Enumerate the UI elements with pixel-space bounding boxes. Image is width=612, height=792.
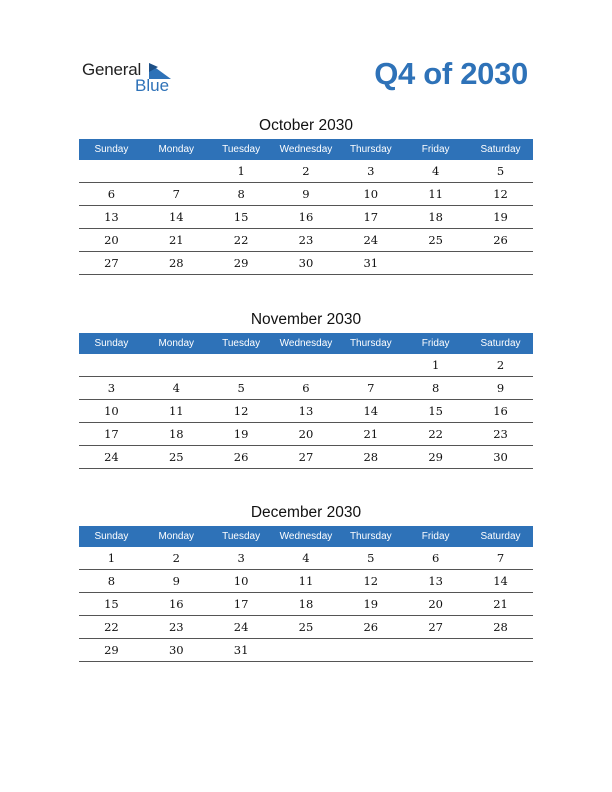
day-cell: 14 xyxy=(144,206,209,229)
day-cell xyxy=(209,354,274,377)
day-cell: 16 xyxy=(468,400,533,423)
day-cell xyxy=(338,354,403,377)
day-cell: 28 xyxy=(338,446,403,469)
day-cell xyxy=(468,639,533,662)
weekday-header: Thursday xyxy=(338,333,403,354)
day-cell: 18 xyxy=(274,593,339,616)
day-cell xyxy=(468,252,533,275)
day-cell: 3 xyxy=(338,160,403,183)
day-cell: 18 xyxy=(144,423,209,446)
week-row xyxy=(79,160,533,183)
weekday-header: Sunday xyxy=(79,526,144,547)
day-cell: 20 xyxy=(403,593,468,616)
day-cell: 5 xyxy=(338,547,403,570)
day-cell: 1 xyxy=(209,160,274,183)
day-cell: 5 xyxy=(209,377,274,400)
day-cell: 2 xyxy=(144,547,209,570)
day-cell: 17 xyxy=(338,206,403,229)
day-cell: 25 xyxy=(144,446,209,469)
weekday-header: Sunday xyxy=(79,333,144,354)
day-cell: 30 xyxy=(144,639,209,662)
day-cell xyxy=(274,354,339,377)
day-cell: 7 xyxy=(468,547,533,570)
week-row xyxy=(79,570,533,593)
day-cell: 4 xyxy=(144,377,209,400)
day-cell xyxy=(144,354,209,377)
week-row xyxy=(79,400,533,423)
day-cell: 8 xyxy=(209,183,274,206)
day-cell: 17 xyxy=(79,423,144,446)
day-cell: 22 xyxy=(209,229,274,252)
week-row xyxy=(79,377,533,400)
week-row xyxy=(79,229,533,252)
day-cell: 22 xyxy=(79,616,144,639)
day-cell: 13 xyxy=(403,570,468,593)
day-cell: 8 xyxy=(79,570,144,593)
day-cell xyxy=(403,252,468,275)
day-cell: 25 xyxy=(274,616,339,639)
day-cell: 27 xyxy=(79,252,144,275)
week-row xyxy=(79,593,533,616)
weekday-header: Friday xyxy=(403,526,468,547)
weekday-header: Monday xyxy=(144,526,209,547)
weekday-header: Wednesday xyxy=(274,526,339,547)
day-cell: 19 xyxy=(338,593,403,616)
week-row xyxy=(79,616,533,639)
logo-text-blue: Blue xyxy=(135,76,170,95)
day-cell: 9 xyxy=(274,183,339,206)
weekday-header: Tuesday xyxy=(209,333,274,354)
day-cell: 30 xyxy=(468,446,533,469)
day-cell: 28 xyxy=(468,616,533,639)
weekday-header: Saturday xyxy=(468,526,533,547)
day-cell: 16 xyxy=(274,206,339,229)
week-row xyxy=(79,423,533,446)
day-cell: 7 xyxy=(338,377,403,400)
day-cell: 26 xyxy=(468,229,533,252)
weekday-header: Thursday xyxy=(338,139,403,160)
day-cell: 21 xyxy=(468,593,533,616)
week-row xyxy=(79,446,533,469)
day-cell: 24 xyxy=(338,229,403,252)
weekday-header: Saturday xyxy=(468,139,533,160)
day-cell: 23 xyxy=(274,229,339,252)
day-cell: 12 xyxy=(209,400,274,423)
weekday-header: Monday xyxy=(144,333,209,354)
day-cell: 18 xyxy=(403,206,468,229)
weekday-header: Sunday xyxy=(79,139,144,160)
weekday-header: Friday xyxy=(403,333,468,354)
day-cell: 15 xyxy=(79,593,144,616)
day-cell xyxy=(79,160,144,183)
day-cell: 23 xyxy=(144,616,209,639)
day-cell: 12 xyxy=(468,183,533,206)
day-cell: 14 xyxy=(338,400,403,423)
day-cell: 11 xyxy=(144,400,209,423)
weekday-header: Monday xyxy=(144,139,209,160)
day-cell: 10 xyxy=(79,400,144,423)
month-title: November 2030 xyxy=(250,311,362,328)
day-cell: 31 xyxy=(338,252,403,275)
week-row xyxy=(79,354,533,377)
weekday-header: Thursday xyxy=(338,526,403,547)
day-cell xyxy=(338,639,403,662)
day-cell: 17 xyxy=(209,593,274,616)
day-cell: 22 xyxy=(403,423,468,446)
day-cell: 30 xyxy=(274,252,339,275)
weekday-header: Saturday xyxy=(468,333,533,354)
day-cell: 13 xyxy=(79,206,144,229)
day-cell: 29 xyxy=(79,639,144,662)
day-cell: 6 xyxy=(274,377,339,400)
month-december xyxy=(79,504,533,662)
week-row xyxy=(79,183,533,206)
day-cell: 24 xyxy=(79,446,144,469)
day-cell: 29 xyxy=(209,252,274,275)
day-cell: 16 xyxy=(144,593,209,616)
weekday-header: Tuesday xyxy=(209,139,274,160)
day-cell: 3 xyxy=(79,377,144,400)
day-cell: 11 xyxy=(274,570,339,593)
day-cell: 24 xyxy=(209,616,274,639)
day-cell: 21 xyxy=(144,229,209,252)
weekday-header: Tuesday xyxy=(209,526,274,547)
page-title: Q4 of 2030 xyxy=(374,56,528,91)
day-cell: 6 xyxy=(79,183,144,206)
day-cell: 7 xyxy=(144,183,209,206)
day-cell: 10 xyxy=(209,570,274,593)
week-row xyxy=(79,206,533,229)
day-cell: 21 xyxy=(338,423,403,446)
week-row xyxy=(79,252,533,275)
day-cell xyxy=(274,639,339,662)
weekday-header: Wednesday xyxy=(274,333,339,354)
day-cell: 26 xyxy=(209,446,274,469)
day-cell: 12 xyxy=(338,570,403,593)
day-cell: 4 xyxy=(274,547,339,570)
day-cell: 5 xyxy=(468,160,533,183)
day-cell: 2 xyxy=(274,160,339,183)
day-cell: 9 xyxy=(144,570,209,593)
day-cell: 1 xyxy=(403,354,468,377)
day-cell: 10 xyxy=(338,183,403,206)
day-cell xyxy=(144,160,209,183)
day-cell: 26 xyxy=(338,616,403,639)
generalblue-logo xyxy=(82,60,182,96)
day-cell: 27 xyxy=(274,446,339,469)
month-title: December 2030 xyxy=(250,504,362,521)
day-cell: 29 xyxy=(403,446,468,469)
day-cell: 20 xyxy=(274,423,339,446)
day-cell xyxy=(79,354,144,377)
calendar-table xyxy=(79,139,533,275)
day-cell: 9 xyxy=(468,377,533,400)
day-cell: 27 xyxy=(403,616,468,639)
day-cell: 31 xyxy=(209,639,274,662)
day-cell: 2 xyxy=(468,354,533,377)
calendar-table xyxy=(79,333,533,469)
day-cell: 23 xyxy=(468,423,533,446)
day-cell: 3 xyxy=(209,547,274,570)
day-cell: 1 xyxy=(79,547,144,570)
day-cell: 8 xyxy=(403,377,468,400)
day-cell: 14 xyxy=(468,570,533,593)
month-october xyxy=(79,117,533,275)
day-cell: 28 xyxy=(144,252,209,275)
day-cell: 25 xyxy=(403,229,468,252)
day-cell: 19 xyxy=(468,206,533,229)
month-title: October 2030 xyxy=(259,117,353,134)
weekday-header: Wednesday xyxy=(274,139,339,160)
calendar-table xyxy=(79,526,533,662)
week-row xyxy=(79,547,533,570)
day-cell: 20 xyxy=(79,229,144,252)
day-cell: 4 xyxy=(403,160,468,183)
logo-text-general: General xyxy=(82,60,142,79)
day-cell: 15 xyxy=(403,400,468,423)
day-cell xyxy=(403,639,468,662)
day-cell: 15 xyxy=(209,206,274,229)
week-row xyxy=(79,639,533,662)
day-cell: 6 xyxy=(403,547,468,570)
weekday-header: Friday xyxy=(403,139,468,160)
day-cell: 19 xyxy=(209,423,274,446)
day-cell: 11 xyxy=(403,183,468,206)
month-november xyxy=(79,311,533,469)
day-cell: 13 xyxy=(274,400,339,423)
